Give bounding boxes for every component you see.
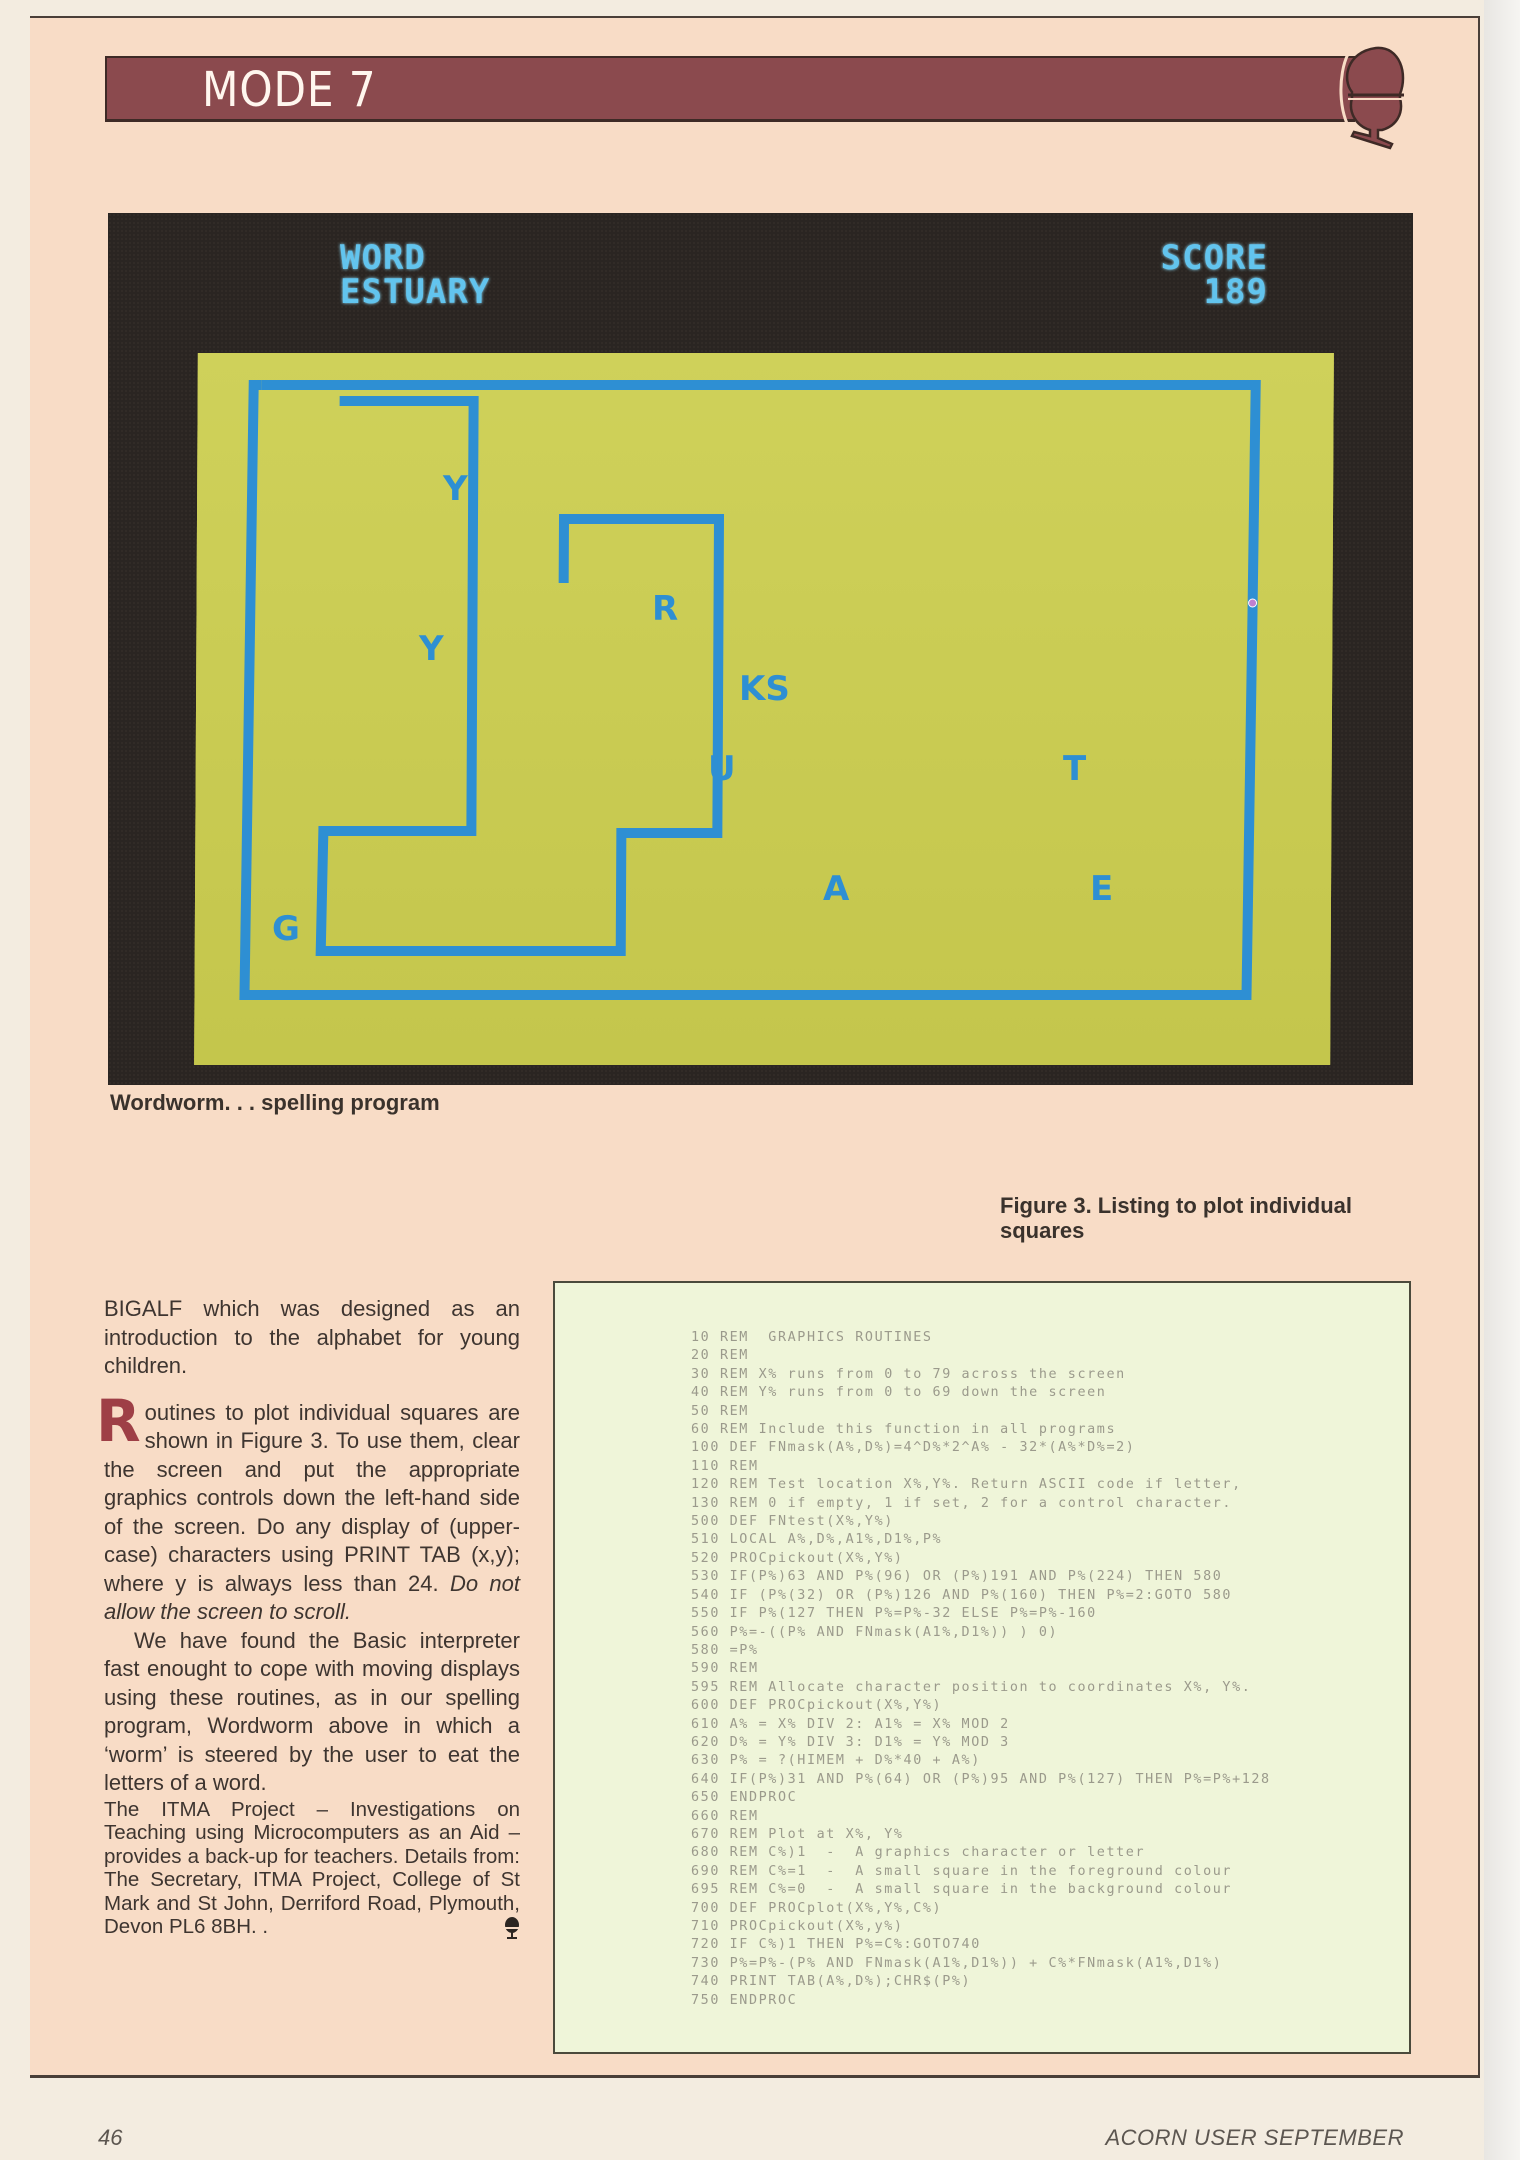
game-letter: T xyxy=(1063,749,1087,789)
article-paragraph: BIGALF which was designed as an introduction to the alphabet for young children. xyxy=(104,1296,520,1378)
hud-word-value: ESTUARY xyxy=(340,272,491,312)
itma-note xyxy=(104,1798,520,1939)
code-line: 590 REM xyxy=(691,1661,759,1677)
figure-caption: Figure 3. Listing to plot individual squares xyxy=(1000,1193,1352,1243)
hud-score xyxy=(1008,238,1268,312)
article-body xyxy=(96,1295,520,1941)
code-line: 560 P%=-((P% AND FNmask(A1%,D1%)) ) 0) xyxy=(691,1624,1059,1640)
hud-word xyxy=(340,238,491,312)
code-line: 130 REM 0 if empty, 1 if set, 2 for a control character. xyxy=(691,1495,1233,1511)
code-line: 520 PROCpickout(X%,Y%) xyxy=(691,1550,904,1566)
magazine-name: ACORN USER SEPTEMBER xyxy=(1105,2125,1404,2150)
code-line: 50 REM xyxy=(691,1403,749,1419)
code-line: 720 IF C%)1 THEN P%=C%:GOTO740 xyxy=(691,1937,981,1953)
code-line: 700 DEF PROCplot(X%,Y%,C%) xyxy=(691,1900,943,1916)
code-line: 620 D% = Y% DIV 3: D1% = Y% MOD 3 xyxy=(691,1734,1010,1750)
game-letter: G xyxy=(272,909,300,949)
code-line: 120 REM Test location X%,Y%. Return ASCII code if letter, xyxy=(691,1477,1242,1493)
code-line: 610 A% = X% DIV 2: A1% = X% MOD 2 xyxy=(691,1716,1010,1732)
code-line: 30 REM X% runs from 0 to 79 across the screen xyxy=(691,1366,1126,1382)
page-number: 46 xyxy=(98,2125,123,2150)
code-line: 110 REM xyxy=(691,1458,759,1474)
game-letter: E xyxy=(1090,869,1114,909)
game-letter: Y xyxy=(443,469,468,509)
game-field xyxy=(194,353,1334,1065)
code-line: 680 REM C%)1 - A graphics character or letter xyxy=(691,1845,1146,1861)
game-letter: KS xyxy=(739,669,790,709)
code-listing xyxy=(691,1329,1271,2010)
drop-cap: R xyxy=(96,1386,141,1455)
code-line: 530 IF(P%)63 AND P%(96) OR (P%)191 AND P%(224) THEN 580 xyxy=(691,1569,1223,1585)
hud-word-label: WORD xyxy=(340,238,426,278)
hud-score-label: SCORE xyxy=(1160,238,1268,278)
code-line: 500 DEF FNtest(X%,Y%) xyxy=(691,1514,894,1530)
code-line: 100 DEF FNmask(A%,D%)=4^D%*2^A% - 32*(A%*D%=2) xyxy=(691,1440,1136,1456)
photo-caption: Wordworm. . . spelling program xyxy=(110,1090,440,1115)
code-line: 550 IF P%(127 THEN P%=P%-32 ELSE P%=P%-160 xyxy=(691,1606,1097,1622)
game-screenshot-photo xyxy=(108,213,1413,1085)
code-line: 595 REM Allocate character position to coordinates X%, Y%. xyxy=(691,1679,1252,1695)
section-header-bar xyxy=(105,56,1355,122)
code-listing-box xyxy=(553,1281,1411,2054)
game-letter: U xyxy=(708,749,736,789)
game-letter: Y xyxy=(419,629,444,669)
code-line: 60 REM Include this function in all programs xyxy=(691,1422,1117,1438)
game-letter: R xyxy=(652,589,679,629)
code-line: 640 IF(P%)31 AND P%(64) OR (P%)95 AND P%(127) THEN P%=P%+128 xyxy=(691,1771,1271,1787)
code-line: 695 REM C%=0 - A small square in the background colour xyxy=(691,1882,1233,1898)
code-line: 10 REM GRAPHICS ROUTINES xyxy=(691,1330,933,1345)
article-emphasis: Do not allow the screen to scroll. xyxy=(104,1570,520,1624)
page-gutter xyxy=(1484,0,1520,2160)
code-line: 40 REM Y% runs from 0 to 69 down the screen xyxy=(691,1385,1107,1401)
code-line: 580 =P% xyxy=(691,1642,759,1658)
code-line: 20 REM xyxy=(691,1348,749,1364)
game-letter: A xyxy=(823,869,850,909)
acorn-egg-icon xyxy=(1338,44,1414,154)
code-line: 710 PROCpickout(X%,y%) xyxy=(691,1919,904,1934)
code-line: 660 REM xyxy=(691,1808,759,1824)
article-paragraph xyxy=(96,1386,520,1627)
code-line: 690 REM C%=1 - A small square in the foreground colour xyxy=(691,1863,1233,1879)
article-text: outines to plot individual squares are shown in Figure 3. To use them, clear the screen and put the appropriate graphics controls down the left-hand side of the screen. Do any display of (upper-case) characters using PRINT TAB (x,y); where y is always less than 24. xyxy=(104,1399,520,1596)
code-line: 730 P%=P%-(P% AND FNmask(A1%,D1%)) + C%*FNmask(A1%,D1%) xyxy=(691,1955,1223,1971)
article-paragraph: We have found the Basic interpreter fast enought to cope with moving displays using these routines, as in our spelling program, Wordworm above in which a ‘worm’ is steered by the user to eat the letters of a word. xyxy=(104,1627,520,1795)
code-line: 650 ENDPROC xyxy=(691,1790,798,1806)
code-line: 740 PRINT TAB(A%,D%);CHR$(P%) xyxy=(691,1974,972,1990)
code-line: 540 IF (P%(32) OR (P%)126 AND P%(160) THEN P%=2:GOTO 580 xyxy=(691,1587,1233,1603)
code-line: 510 LOCAL A%,D%,A1%,D1%,P% xyxy=(691,1532,943,1548)
section-title: MODE 7 xyxy=(202,62,377,118)
code-line: 600 DEF PROCpickout(X%,Y%) xyxy=(691,1698,943,1714)
itma-note-text: The ITMA Project – Investigations on Teaching using Microcomputers as an Aid – provides a back-up for teachers. Details from: The Secretary, ITMA Project, College of St Mark and St John, Derriford Road, Plymouth, Devon PL6 8BH. . xyxy=(104,1797,520,1938)
code-line: 630 P% = ?(HIMEM + D%*40 + A%) xyxy=(691,1753,981,1769)
acorn-icon xyxy=(504,1917,520,1941)
maze-walls xyxy=(194,353,1334,1065)
code-line: 670 REM Plot at X%, Y% xyxy=(691,1826,904,1842)
hud-score-value: 189 xyxy=(1203,272,1268,312)
code-line: 750 ENDPROC xyxy=(691,1992,798,2008)
